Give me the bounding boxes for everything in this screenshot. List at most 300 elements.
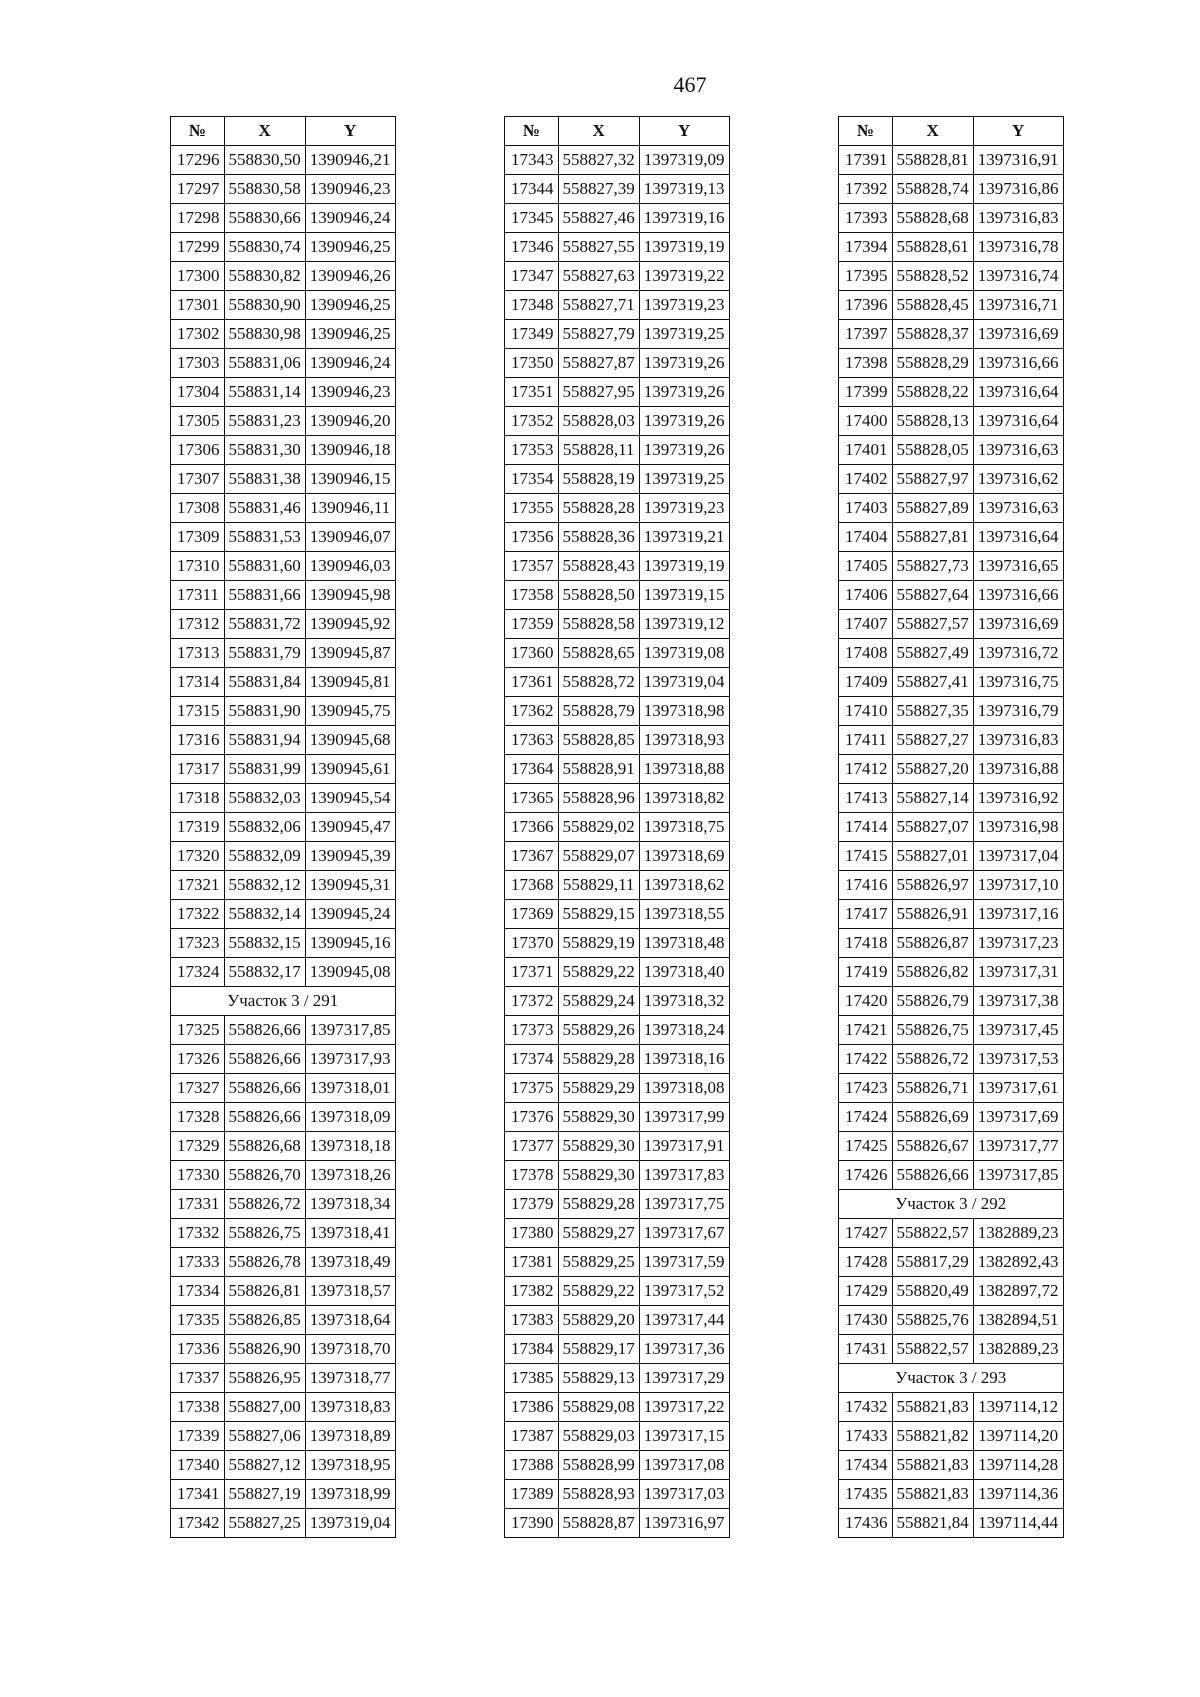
x-coordinate: 558829,28 <box>558 1045 639 1074</box>
x-coordinate: 558827,63 <box>558 262 639 291</box>
table-row <box>505 320 730 349</box>
point-number: 17314 <box>171 668 225 697</box>
point-number: 17366 <box>505 813 559 842</box>
table-row <box>505 900 730 929</box>
table-row <box>839 1103 1064 1132</box>
point-number: 17365 <box>505 784 559 813</box>
header-x: X <box>224 117 305 146</box>
point-number: 17369 <box>505 900 559 929</box>
x-coordinate: 558828,72 <box>558 668 639 697</box>
y-coordinate: 1397316,63 <box>973 494 1063 523</box>
point-number: 17320 <box>171 842 225 871</box>
table-row <box>171 668 396 697</box>
y-coordinate: 1397316,75 <box>973 668 1063 697</box>
point-number: 17415 <box>839 842 893 871</box>
x-coordinate: 558827,97 <box>892 465 973 494</box>
section-label: Участок 3 / 293 <box>839 1364 1064 1393</box>
table-row <box>839 1306 1064 1335</box>
y-coordinate: 1397317,38 <box>973 987 1063 1016</box>
table-row <box>505 987 730 1016</box>
x-coordinate: 558828,87 <box>558 1509 639 1538</box>
x-coordinate: 558826,70 <box>224 1161 305 1190</box>
table-row <box>505 813 730 842</box>
x-coordinate: 558828,91 <box>558 755 639 784</box>
x-coordinate: 558831,84 <box>224 668 305 697</box>
table-row <box>505 1509 730 1538</box>
point-number: 17429 <box>839 1277 893 1306</box>
x-coordinate: 558822,57 <box>892 1335 973 1364</box>
table-row <box>171 523 396 552</box>
table-row <box>505 494 730 523</box>
point-number: 17380 <box>505 1219 559 1248</box>
table-row <box>505 204 730 233</box>
x-coordinate: 558829,24 <box>558 987 639 1016</box>
table-row <box>505 175 730 204</box>
y-coordinate: 1390945,39 <box>305 842 395 871</box>
table-row <box>171 1103 396 1132</box>
table-row <box>839 1509 1064 1538</box>
y-coordinate: 1397316,83 <box>973 204 1063 233</box>
x-coordinate: 558826,78 <box>224 1248 305 1277</box>
table-row <box>171 610 396 639</box>
point-number: 17318 <box>171 784 225 813</box>
point-number: 17315 <box>171 697 225 726</box>
x-coordinate: 558831,30 <box>224 436 305 465</box>
x-coordinate: 558828,74 <box>892 175 973 204</box>
x-coordinate: 558827,20 <box>892 755 973 784</box>
table-row <box>505 1045 730 1074</box>
x-coordinate: 558831,60 <box>224 552 305 581</box>
x-coordinate: 558827,57 <box>892 610 973 639</box>
x-coordinate: 558826,75 <box>892 1016 973 1045</box>
point-number: 17433 <box>839 1422 893 1451</box>
y-coordinate: 1397318,40 <box>639 958 729 987</box>
x-coordinate: 558826,81 <box>224 1277 305 1306</box>
y-coordinate: 1397316,65 <box>973 552 1063 581</box>
x-coordinate: 558828,43 <box>558 552 639 581</box>
point-number: 17348 <box>505 291 559 320</box>
point-number: 17423 <box>839 1074 893 1103</box>
y-coordinate: 1397319,21 <box>639 523 729 552</box>
y-coordinate: 1397317,36 <box>639 1335 729 1364</box>
y-coordinate: 1397317,85 <box>305 1016 395 1045</box>
table-row <box>171 581 396 610</box>
table-row <box>839 1480 1064 1509</box>
point-number: 17350 <box>505 349 559 378</box>
table-row <box>839 291 1064 320</box>
y-coordinate: 1397319,15 <box>639 581 729 610</box>
point-number: 17339 <box>171 1422 225 1451</box>
y-coordinate: 1397318,83 <box>305 1393 395 1422</box>
x-coordinate: 558832,09 <box>224 842 305 871</box>
table-row <box>171 1364 396 1393</box>
table-row <box>505 552 730 581</box>
table-row <box>839 262 1064 291</box>
point-number: 17431 <box>839 1335 893 1364</box>
x-coordinate: 558830,90 <box>224 291 305 320</box>
y-coordinate: 1397317,45 <box>973 1016 1063 1045</box>
table-row <box>171 349 396 378</box>
x-coordinate: 558827,07 <box>892 813 973 842</box>
table-row <box>505 291 730 320</box>
y-coordinate: 1390946,18 <box>305 436 395 465</box>
table-row <box>505 842 730 871</box>
table-row <box>171 1074 396 1103</box>
point-number: 17403 <box>839 494 893 523</box>
table-row <box>505 523 730 552</box>
x-coordinate: 558826,85 <box>224 1306 305 1335</box>
x-coordinate: 558827,89 <box>892 494 973 523</box>
header-num: № <box>171 117 225 146</box>
y-coordinate: 1390945,61 <box>305 755 395 784</box>
table-row <box>171 1480 396 1509</box>
x-coordinate: 558826,68 <box>224 1132 305 1161</box>
x-coordinate: 558825,76 <box>892 1306 973 1335</box>
x-coordinate: 558827,14 <box>892 784 973 813</box>
y-coordinate: 1390945,47 <box>305 813 395 842</box>
y-coordinate: 1390945,68 <box>305 726 395 755</box>
y-coordinate: 1397114,20 <box>973 1422 1063 1451</box>
table-row <box>839 1074 1064 1103</box>
x-coordinate: 558828,45 <box>892 291 973 320</box>
point-number: 17408 <box>839 639 893 668</box>
table-row <box>171 1509 396 1538</box>
y-coordinate: 1397317,91 <box>639 1132 729 1161</box>
y-coordinate: 1390945,75 <box>305 697 395 726</box>
point-number: 17398 <box>839 349 893 378</box>
x-coordinate: 558826,79 <box>892 987 973 1016</box>
x-coordinate: 558832,15 <box>224 929 305 958</box>
table-row <box>171 233 396 262</box>
table-row <box>171 320 396 349</box>
y-coordinate: 1397317,31 <box>973 958 1063 987</box>
y-coordinate: 1390945,08 <box>305 958 395 987</box>
y-coordinate: 1397318,16 <box>639 1045 729 1074</box>
x-coordinate: 558828,03 <box>558 407 639 436</box>
point-number: 17396 <box>839 291 893 320</box>
y-coordinate: 1390946,25 <box>305 291 395 320</box>
point-number: 17344 <box>505 175 559 204</box>
point-number: 17390 <box>505 1509 559 1538</box>
x-coordinate: 558828,29 <box>892 349 973 378</box>
y-coordinate: 1397318,57 <box>305 1277 395 1306</box>
x-coordinate: 558831,94 <box>224 726 305 755</box>
y-coordinate: 1397316,66 <box>973 349 1063 378</box>
y-coordinate: 1390946,23 <box>305 175 395 204</box>
point-number: 17371 <box>505 958 559 987</box>
x-coordinate: 558829,15 <box>558 900 639 929</box>
table-row <box>171 436 396 465</box>
point-number: 17301 <box>171 291 225 320</box>
table-row <box>505 1016 730 1045</box>
point-number: 17313 <box>171 639 225 668</box>
y-coordinate: 1397317,10 <box>973 871 1063 900</box>
point-number: 17337 <box>171 1364 225 1393</box>
header-x: X <box>892 117 973 146</box>
x-coordinate: 558827,32 <box>558 146 639 175</box>
point-number: 17327 <box>171 1074 225 1103</box>
point-number: 17412 <box>839 755 893 784</box>
y-coordinate: 1397318,62 <box>639 871 729 900</box>
table-row <box>505 1132 730 1161</box>
y-coordinate: 1397317,75 <box>639 1190 729 1219</box>
point-number: 17424 <box>839 1103 893 1132</box>
table-row <box>839 842 1064 871</box>
point-number: 17340 <box>171 1451 225 1480</box>
point-number: 17347 <box>505 262 559 291</box>
table-row <box>505 378 730 407</box>
y-coordinate: 1397319,09 <box>639 146 729 175</box>
table-row <box>171 552 396 581</box>
table-row <box>171 291 396 320</box>
y-coordinate: 1390946,20 <box>305 407 395 436</box>
point-number: 17302 <box>171 320 225 349</box>
point-number: 17358 <box>505 581 559 610</box>
section-label: Участок 3 / 291 <box>171 987 396 1016</box>
table-row <box>171 1451 396 1480</box>
point-number: 17414 <box>839 813 893 842</box>
x-coordinate: 558827,25 <box>224 1509 305 1538</box>
y-coordinate: 1397316,91 <box>973 146 1063 175</box>
y-coordinate: 1397318,89 <box>305 1422 395 1451</box>
point-number: 17375 <box>505 1074 559 1103</box>
point-number: 17372 <box>505 987 559 1016</box>
table-row <box>171 842 396 871</box>
point-number: 17387 <box>505 1422 559 1451</box>
y-coordinate: 1397317,23 <box>973 929 1063 958</box>
y-coordinate: 1397317,99 <box>639 1103 729 1132</box>
y-coordinate: 1397319,26 <box>639 349 729 378</box>
y-coordinate: 1397318,55 <box>639 900 729 929</box>
table-row <box>505 726 730 755</box>
y-coordinate: 1397318,95 <box>305 1451 395 1480</box>
point-number: 17419 <box>839 958 893 987</box>
y-coordinate: 1397319,13 <box>639 175 729 204</box>
table-row <box>505 1306 730 1335</box>
section-row <box>839 1364 1064 1393</box>
table-row <box>171 929 396 958</box>
page-number: 467 <box>673 72 707 97</box>
y-coordinate: 1390946,24 <box>305 349 395 378</box>
y-coordinate: 1397319,26 <box>639 407 729 436</box>
y-coordinate: 1397319,23 <box>639 494 729 523</box>
point-number: 17417 <box>839 900 893 929</box>
x-coordinate: 558827,79 <box>558 320 639 349</box>
table-row <box>171 726 396 755</box>
point-number: 17346 <box>505 233 559 262</box>
point-number: 17310 <box>171 552 225 581</box>
table-row <box>505 958 730 987</box>
y-coordinate: 1397316,62 <box>973 465 1063 494</box>
y-coordinate: 1397114,36 <box>973 1480 1063 1509</box>
y-coordinate: 1390946,26 <box>305 262 395 291</box>
x-coordinate: 558831,90 <box>224 697 305 726</box>
table-row <box>171 146 396 175</box>
x-coordinate: 558829,30 <box>558 1161 639 1190</box>
x-coordinate: 558828,28 <box>558 494 639 523</box>
table-row <box>505 784 730 813</box>
x-coordinate: 558828,36 <box>558 523 639 552</box>
y-coordinate: 1382889,23 <box>973 1335 1063 1364</box>
y-coordinate: 1397319,25 <box>639 320 729 349</box>
point-number: 17378 <box>505 1161 559 1190</box>
x-coordinate: 558831,38 <box>224 465 305 494</box>
point-number: 17383 <box>505 1306 559 1335</box>
table-row <box>839 552 1064 581</box>
point-number: 17323 <box>171 929 225 958</box>
table-row <box>171 1219 396 1248</box>
header-row <box>839 117 1064 146</box>
table-row <box>171 900 396 929</box>
table-row <box>505 1451 730 1480</box>
point-number: 17319 <box>171 813 225 842</box>
point-number: 17385 <box>505 1364 559 1393</box>
table-row <box>839 494 1064 523</box>
x-coordinate: 558831,14 <box>224 378 305 407</box>
table-row <box>839 320 1064 349</box>
x-coordinate: 558829,13 <box>558 1364 639 1393</box>
point-number: 17381 <box>505 1248 559 1277</box>
x-coordinate: 558821,84 <box>892 1509 973 1538</box>
table-row <box>839 987 1064 1016</box>
point-number: 17384 <box>505 1335 559 1364</box>
x-coordinate: 558829,08 <box>558 1393 639 1422</box>
table-row <box>505 146 730 175</box>
y-coordinate: 1397318,26 <box>305 1161 395 1190</box>
table-row <box>505 1219 730 1248</box>
point-number: 17322 <box>171 900 225 929</box>
point-number: 17404 <box>839 523 893 552</box>
table-row <box>171 1190 396 1219</box>
y-coordinate: 1397318,08 <box>639 1074 729 1103</box>
point-number: 17416 <box>839 871 893 900</box>
table-row <box>839 204 1064 233</box>
x-coordinate: 558826,95 <box>224 1364 305 1393</box>
point-number: 17370 <box>505 929 559 958</box>
table-row <box>839 1016 1064 1045</box>
table-row <box>505 407 730 436</box>
x-coordinate: 558826,66 <box>224 1074 305 1103</box>
y-coordinate: 1397317,15 <box>639 1422 729 1451</box>
y-coordinate: 1397318,88 <box>639 755 729 784</box>
header-num: № <box>839 117 893 146</box>
point-number: 17374 <box>505 1045 559 1074</box>
x-coordinate: 558827,46 <box>558 204 639 233</box>
x-coordinate: 558827,71 <box>558 291 639 320</box>
table-row <box>505 639 730 668</box>
x-coordinate: 558830,98 <box>224 320 305 349</box>
y-coordinate: 1397317,93 <box>305 1045 395 1074</box>
y-coordinate: 1397316,64 <box>973 523 1063 552</box>
x-coordinate: 558820,49 <box>892 1277 973 1306</box>
y-coordinate: 1397317,08 <box>639 1451 729 1480</box>
y-coordinate: 1390946,25 <box>305 233 395 262</box>
table-row <box>171 958 396 987</box>
y-coordinate: 1397319,12 <box>639 610 729 639</box>
y-coordinate: 1397317,53 <box>973 1045 1063 1074</box>
y-coordinate: 1397316,97 <box>639 1509 729 1538</box>
point-number: 17400 <box>839 407 893 436</box>
y-coordinate: 1390946,24 <box>305 204 395 233</box>
y-coordinate: 1397319,16 <box>639 204 729 233</box>
table-row <box>505 1364 730 1393</box>
point-number: 17405 <box>839 552 893 581</box>
table-row <box>505 1393 730 1422</box>
y-coordinate: 1397317,22 <box>639 1393 729 1422</box>
x-coordinate: 558832,17 <box>224 958 305 987</box>
y-coordinate: 1397317,77 <box>973 1132 1063 1161</box>
x-coordinate: 558827,12 <box>224 1451 305 1480</box>
header-y: Y <box>305 117 395 146</box>
table-row <box>839 1451 1064 1480</box>
table-row <box>839 697 1064 726</box>
table-row <box>505 697 730 726</box>
y-coordinate: 1390946,03 <box>305 552 395 581</box>
table-row <box>839 871 1064 900</box>
x-coordinate: 558829,28 <box>558 1190 639 1219</box>
x-coordinate: 558826,72 <box>892 1045 973 1074</box>
x-coordinate: 558827,64 <box>892 581 973 610</box>
x-coordinate: 558829,27 <box>558 1219 639 1248</box>
point-number: 17317 <box>171 755 225 784</box>
point-number: 17393 <box>839 204 893 233</box>
header-y: Y <box>973 117 1063 146</box>
point-number: 17401 <box>839 436 893 465</box>
point-number: 17325 <box>171 1016 225 1045</box>
x-coordinate: 558827,49 <box>892 639 973 668</box>
point-number: 17330 <box>171 1161 225 1190</box>
y-coordinate: 1397319,26 <box>639 378 729 407</box>
point-number: 17307 <box>171 465 225 494</box>
x-coordinate: 558826,66 <box>224 1016 305 1045</box>
table-row <box>505 465 730 494</box>
table-row <box>839 755 1064 784</box>
x-coordinate: 558826,91 <box>892 900 973 929</box>
table-row <box>171 378 396 407</box>
x-coordinate: 558828,13 <box>892 407 973 436</box>
table-row <box>171 813 396 842</box>
x-coordinate: 558827,01 <box>892 842 973 871</box>
x-coordinate: 558828,61 <box>892 233 973 262</box>
x-coordinate: 558831,99 <box>224 755 305 784</box>
x-coordinate: 558830,50 <box>224 146 305 175</box>
x-coordinate: 558828,81 <box>892 146 973 175</box>
x-coordinate: 558827,19 <box>224 1480 305 1509</box>
x-coordinate: 558817,29 <box>892 1248 973 1277</box>
x-coordinate: 558826,69 <box>892 1103 973 1132</box>
table-row <box>171 465 396 494</box>
table-row <box>505 1277 730 1306</box>
point-number: 17391 <box>839 146 893 175</box>
point-number: 17432 <box>839 1393 893 1422</box>
point-number: 17392 <box>839 175 893 204</box>
table-row <box>839 378 1064 407</box>
table-row <box>839 349 1064 378</box>
y-coordinate: 1397316,88 <box>973 755 1063 784</box>
x-coordinate: 558832,06 <box>224 813 305 842</box>
x-coordinate: 558826,72 <box>224 1190 305 1219</box>
table-row <box>505 668 730 697</box>
y-coordinate: 1397317,04 <box>973 842 1063 871</box>
point-number: 17316 <box>171 726 225 755</box>
x-coordinate: 558827,95 <box>558 378 639 407</box>
point-number: 17297 <box>171 175 225 204</box>
y-coordinate: 1390946,25 <box>305 320 395 349</box>
y-coordinate: 1397316,86 <box>973 175 1063 204</box>
x-coordinate: 558829,29 <box>558 1074 639 1103</box>
x-coordinate: 558832,03 <box>224 784 305 813</box>
point-number: 17303 <box>171 349 225 378</box>
